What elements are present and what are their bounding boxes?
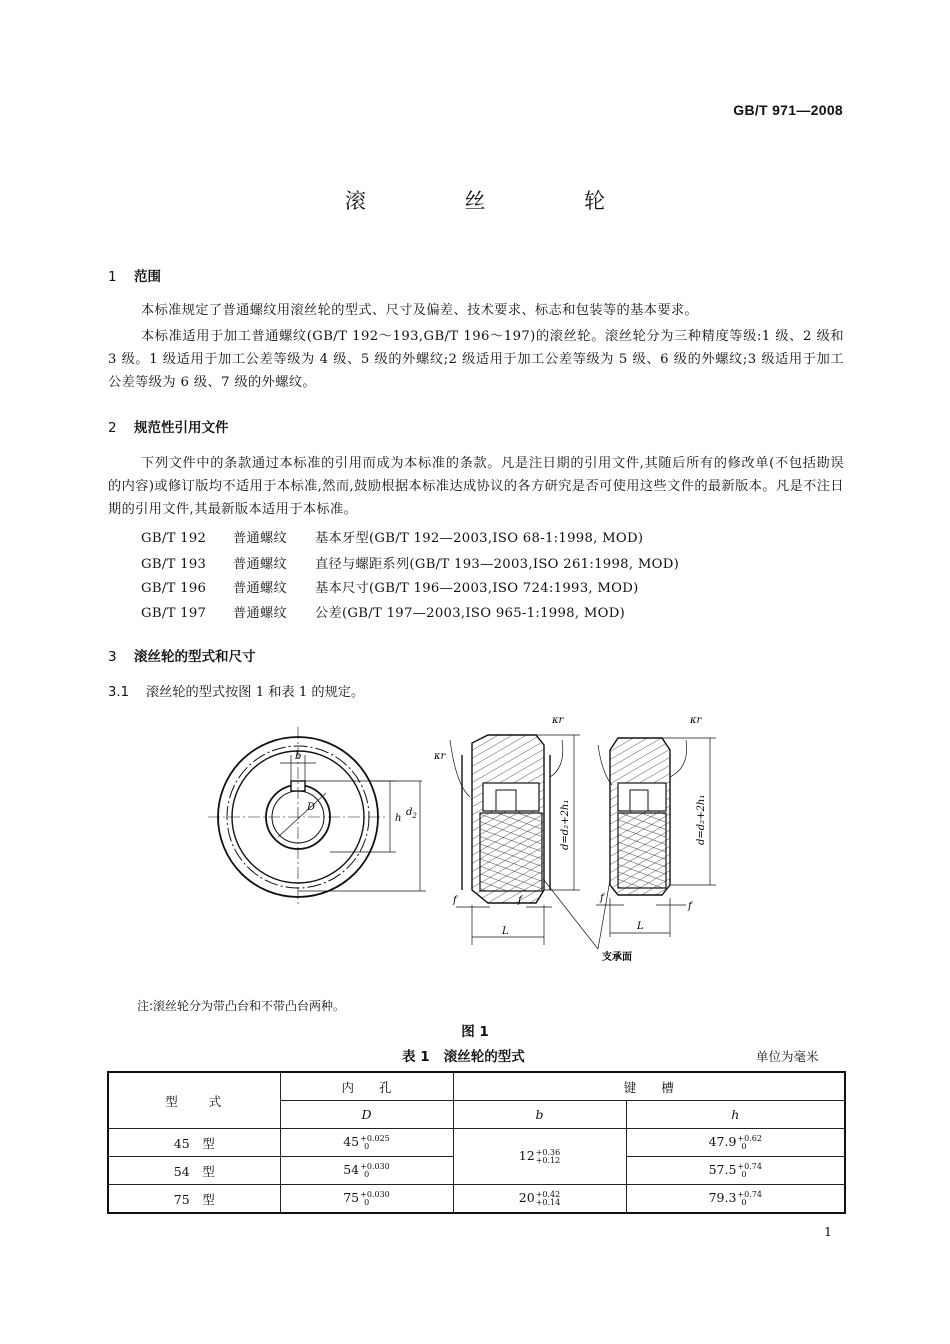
page-number: 1 bbox=[824, 1224, 832, 1239]
label-b: b bbox=[295, 751, 302, 762]
section-3-title: 滚丝轮的型式和尺寸 bbox=[134, 649, 256, 665]
table-header-row bbox=[108, 1072, 845, 1101]
label-h: h bbox=[395, 813, 402, 824]
thread-section bbox=[480, 813, 542, 891]
table-unit: 单位为毫米 bbox=[756, 1049, 819, 1064]
header-h: h bbox=[626, 1101, 845, 1129]
label-kr-mid: κr bbox=[552, 715, 564, 726]
page-title: 滚 丝 轮 bbox=[344, 189, 652, 213]
clause-3-1-number: 3.1 bbox=[108, 685, 129, 700]
table-caption: 表 1 滚丝轮的型式 bbox=[402, 1049, 525, 1065]
label-kr-right: κr bbox=[690, 715, 702, 726]
label-support-surface: 支承面 bbox=[602, 952, 632, 963]
section-3-heading bbox=[108, 645, 256, 665]
cell-type: 54 型 bbox=[108, 1157, 280, 1185]
section-1-paragraph-1: 本标准规定了普通螺纹用滚丝轮的型式、尺寸及偏差、技术要求、标志和包装等的基本要求。 bbox=[141, 303, 699, 318]
keyway-section-2 bbox=[630, 790, 648, 811]
document-number: GB/T 971—2008 bbox=[733, 102, 843, 118]
cell-type: 75 型 bbox=[108, 1185, 280, 1214]
label-f-right-1: f bbox=[600, 893, 604, 904]
front-view bbox=[208, 727, 426, 907]
cell-D: 75 +0.030 0 bbox=[280, 1185, 453, 1214]
reference-item bbox=[141, 529, 643, 549]
clause-3-1-text: 滚丝轮的型式按图 1 和表 1 的规定。 bbox=[146, 685, 365, 700]
label-f-right-2: f bbox=[688, 901, 692, 912]
label-d2: $d_2$ bbox=[406, 807, 417, 820]
label-f-left: f bbox=[453, 895, 457, 906]
section-3-number: 3 bbox=[108, 649, 117, 665]
header-b: b bbox=[453, 1101, 626, 1129]
section-2-paragraph-1: 下列文件中的条款通过本标准的引用而成为本标准的条款。凡是注日期的引用文件,其随后所有的修改单(不包括勘误的内容)或修订版均不适用于本标准,然而,鼓励根据本标准达成协议的各方研究是否可使用这些文件的最新版本。凡是不注日期的引用文件,其最新版本适用于本标准。 bbox=[108, 456, 844, 517]
header-D: D bbox=[280, 1101, 453, 1129]
cell-D: 45 +0.025 0 bbox=[280, 1129, 453, 1157]
reference-code: GB/T 192 bbox=[141, 531, 207, 546]
kr-arc-left bbox=[450, 740, 470, 797]
reference-desc: 公差(GB/T 197—2003,ISO 965-1:1998, MOD) bbox=[315, 606, 626, 621]
figure-caption: 图 1 bbox=[461, 1024, 489, 1040]
figure-note: 注:滚丝轮分为带凸台和不带凸台两种。 bbox=[137, 999, 346, 1013]
kr-arc-right bbox=[550, 740, 563, 777]
support-leader-2 bbox=[598, 880, 610, 949]
cell-b: 20 +0.42 +0.14 bbox=[453, 1185, 626, 1214]
section-view-with-boss bbox=[450, 735, 598, 949]
section-1-number: 1 bbox=[108, 269, 117, 285]
label-f-mid: f bbox=[518, 895, 522, 906]
reference-desc: 直径与螺距系列(GB/T 193—2003,ISO 261:1998, MOD) bbox=[315, 557, 680, 572]
section-2-number: 2 bbox=[108, 420, 117, 436]
D-dimension-line bbox=[278, 793, 326, 837]
section-1-title: 范围 bbox=[134, 269, 161, 285]
clause-3-1 bbox=[108, 681, 364, 700]
reference-code: GB/T 193 bbox=[141, 557, 207, 572]
reference-code: GB/T 196 bbox=[141, 581, 207, 596]
reference-name: 普通螺纹 bbox=[233, 557, 287, 572]
table-row bbox=[108, 1185, 845, 1214]
kr-arc-right-2 bbox=[670, 740, 687, 777]
cell-b: 12 +0.36 +0.12 bbox=[453, 1129, 626, 1185]
figure-1-drawing bbox=[200, 705, 740, 975]
reference-name: 普通螺纹 bbox=[233, 581, 287, 596]
reference-desc: 基本尺寸(GB/T 196—2003,ISO 724:1993, MOD) bbox=[315, 581, 639, 596]
type-table bbox=[107, 1071, 846, 1214]
header-bore: 内 孔 bbox=[280, 1072, 453, 1101]
cell-h: 79.3 +0.74 0 bbox=[626, 1185, 845, 1214]
reference-item bbox=[141, 579, 639, 599]
reference-item bbox=[141, 604, 625, 624]
cell-D: 54 +0.030 0 bbox=[280, 1157, 453, 1185]
reference-name: 普通螺纹 bbox=[233, 531, 287, 546]
reference-item bbox=[141, 555, 679, 575]
cell-h: 47.9 +0.62 0 bbox=[626, 1129, 845, 1157]
table-row bbox=[108, 1129, 845, 1157]
section-1-heading bbox=[108, 265, 161, 285]
label-formula-left: d=d₂+2h₁ bbox=[560, 799, 571, 850]
cell-h: 57.5 +0.74 0 bbox=[626, 1157, 845, 1185]
reference-name: 普通螺纹 bbox=[233, 606, 287, 621]
section-2-title: 规范性引用文件 bbox=[134, 420, 229, 436]
thread-section-2 bbox=[618, 813, 666, 888]
keyway-section bbox=[496, 790, 516, 811]
label-formula-right: d=d₂+2h₁ bbox=[696, 794, 707, 845]
section-1-paragraph-2: 本标准适用于加工普通螺纹(GB/T 192～193,GB/T 196～197)的滚丝轮。滚丝轮分为三种精度等级:1 级、2 级和 3 级。1 级适用于加工公差等级为 4 级、5 级的外螺纹;2 级适用于加工公差等级为 5 级、6 级的外螺纹;3 级适用于加工公差等级为 6 级、7 级的外螺纹。 bbox=[108, 329, 844, 390]
label-L-left: L bbox=[502, 926, 509, 937]
reference-code: GB/T 197 bbox=[141, 606, 207, 621]
label-D: D bbox=[307, 802, 316, 813]
section-2-heading bbox=[108, 416, 229, 436]
label-L-right: L bbox=[637, 921, 644, 932]
reference-desc: 基本牙型(GB/T 192—2003,ISO 68-1:1998, MOD) bbox=[315, 531, 644, 546]
header-type: 型 式 bbox=[108, 1072, 280, 1129]
header-keyway: 键 槽 bbox=[453, 1072, 845, 1101]
cell-type: 45 型 bbox=[108, 1129, 280, 1157]
label-kr-left: κr bbox=[434, 751, 446, 762]
